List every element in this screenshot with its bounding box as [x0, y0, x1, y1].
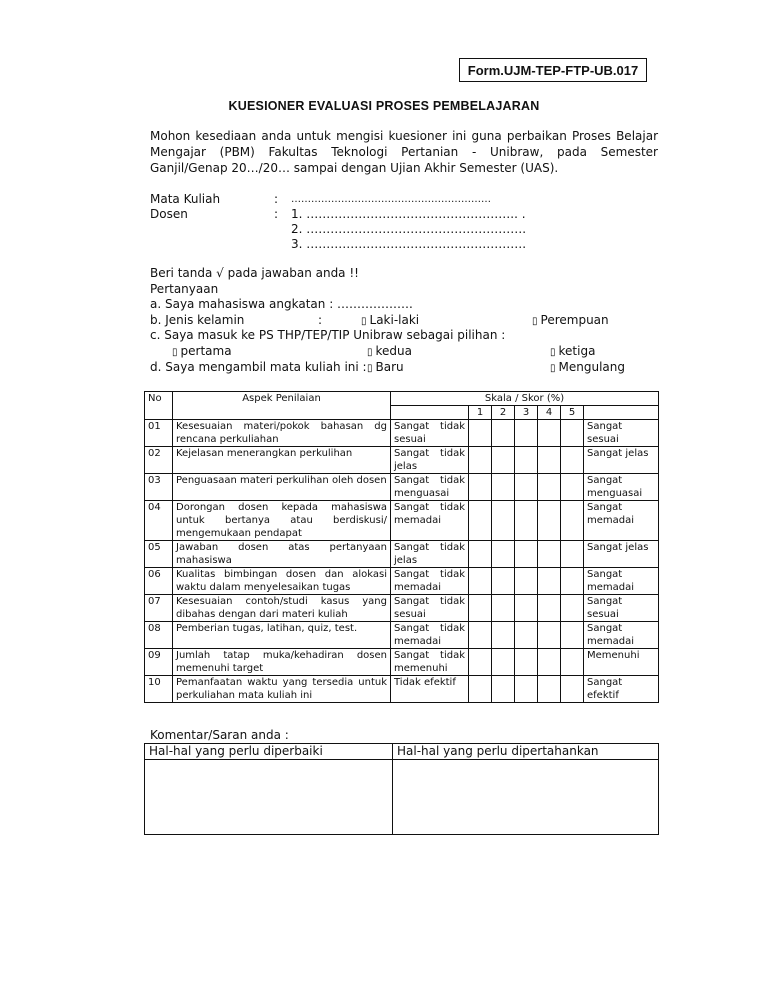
table-row [145, 568, 659, 595]
dosen-colon: : [274, 207, 279, 221]
score-cell-4[interactable] [538, 541, 561, 568]
score-cell-1[interactable] [469, 447, 492, 474]
row-low-anchor: Sangat tidak sesuai [391, 420, 469, 447]
score-cell-4[interactable] [538, 501, 561, 541]
score-cell-5[interactable] [561, 447, 584, 474]
score-cell-5[interactable] [561, 622, 584, 649]
mata-kuliah-field[interactable]: …………………………………………………… [291, 194, 491, 205]
table-row [145, 474, 659, 501]
question-d: d. Saya mengambil mata kuliah ini : [150, 360, 367, 374]
dosen-field-2[interactable]: 2. ………………………………………………. [291, 222, 527, 236]
table-row [145, 541, 659, 568]
score-cell-4[interactable] [538, 676, 561, 703]
row-number: 03 [145, 474, 173, 501]
checkbox-icon[interactable]: ▯ [550, 363, 556, 374]
score-cell-5[interactable] [561, 568, 584, 595]
score-cell-2[interactable] [492, 595, 515, 622]
score-cell-3[interactable] [515, 676, 538, 703]
score-cell-4[interactable] [538, 595, 561, 622]
row-number: 02 [145, 447, 173, 474]
score-cell-4[interactable] [538, 649, 561, 676]
score-cell-2[interactable] [492, 420, 515, 447]
row-high-anchor: Sangat sesuai [584, 420, 659, 447]
table-row [145, 622, 659, 649]
scale-1: 1 [469, 406, 492, 420]
question-a[interactable]: a. Saya mahasiswa angkatan : ………………. [150, 297, 413, 311]
row-low-anchor: Sangat tidak sesuai [391, 595, 469, 622]
row-aspek: Kesesuaian materi/pokok bahasan dg rencana perkuliahan [173, 420, 391, 447]
score-cell-2[interactable] [492, 501, 515, 541]
row-number: 04 [145, 501, 173, 541]
row-aspek: Jawaban dosen atas pertanyaan mahasiswa [173, 541, 391, 568]
score-cell-3[interactable] [515, 541, 538, 568]
score-cell-3[interactable] [515, 568, 538, 595]
row-number: 05 [145, 541, 173, 568]
scale-5: 5 [561, 406, 584, 420]
table-row [145, 676, 659, 703]
row-number: 08 [145, 622, 173, 649]
score-cell-1[interactable] [469, 474, 492, 501]
row-high-anchor: Sangat memadai [584, 568, 659, 595]
komentar-header-row [145, 744, 659, 760]
row-number: 09 [145, 649, 173, 676]
score-cell-2[interactable] [492, 622, 515, 649]
score-cell-5[interactable] [561, 501, 584, 541]
score-cell-3[interactable] [515, 447, 538, 474]
header-aspek: Aspek Penilaian [173, 392, 391, 420]
row-low-anchor: Sangat tidak jelas [391, 541, 469, 568]
row-high-anchor: Sangat menguasai [584, 474, 659, 501]
komentar-table [144, 743, 659, 835]
score-cell-5[interactable] [561, 541, 584, 568]
score-cell-2[interactable] [492, 676, 515, 703]
score-cell-5[interactable] [561, 474, 584, 501]
row-low-anchor: Sangat tidak memadai [391, 568, 469, 595]
score-cell-2[interactable] [492, 447, 515, 474]
score-cell-1[interactable] [469, 649, 492, 676]
checkbox-icon[interactable]: ▯ [367, 347, 373, 358]
score-cell-2[interactable] [492, 474, 515, 501]
scale-4: 4 [538, 406, 561, 420]
score-cell-2[interactable] [492, 568, 515, 595]
row-high-anchor: Sangat memadai [584, 622, 659, 649]
table-row [145, 447, 659, 474]
row-high-anchor: Sangat memadai [584, 501, 659, 541]
table-row [145, 595, 659, 622]
checkbox-icon[interactable]: ▯ [532, 316, 538, 327]
row-aspek: Dorongan dosen kepada mahasiswa untuk bertanya atau berdiskusi/ mengemukaan pendapat [173, 501, 391, 541]
row-aspek: Jumlah tatap muka/kehadiran dosen memenuhi target [173, 649, 391, 676]
row-number: 06 [145, 568, 173, 595]
row-high-anchor: Sangat jelas [584, 541, 659, 568]
komentar-input-diperbaiki[interactable] [145, 760, 393, 835]
header-skala: Skala / Skor (%) [391, 392, 659, 406]
row-low-anchor: Tidak efektif [391, 676, 469, 703]
score-cell-3[interactable] [515, 501, 538, 541]
document-title: KUESIONER EVALUASI PROSES PEMBELAJARAN [228, 99, 540, 113]
score-cell-3[interactable] [515, 474, 538, 501]
option-ketiga[interactable]: ▯ ketiga [550, 344, 595, 361]
tick-instruction: Beri tanda √ pada jawaban anda !! [150, 266, 359, 280]
scale-2: 2 [492, 406, 515, 420]
row-low-anchor: Sangat tidak memadai [391, 622, 469, 649]
score-cell-1[interactable] [469, 420, 492, 447]
komentar-input-dipertahankan[interactable] [393, 760, 659, 835]
score-cell-1[interactable] [469, 541, 492, 568]
table-header-row [145, 392, 659, 406]
row-low-anchor: Sangat tidak menguasai [391, 474, 469, 501]
row-high-anchor: Memenuhi [584, 649, 659, 676]
score-cell-3[interactable] [515, 622, 538, 649]
mata-kuliah-colon: : [274, 192, 279, 206]
question-b-label: b. Jenis kelamin [150, 313, 245, 327]
score-cell-5[interactable] [561, 595, 584, 622]
komentar-input-row [145, 760, 659, 835]
table-row [145, 420, 659, 447]
intro-paragraph: Mohon kesediaan anda untuk mengisi kuesioner ini guna perbaikan Proses Belajar Mengajar (PBM) Fakultas Teknologi Pertanian - Unibraw, pada Semester Ganjil/Genap 20…/20… sampai dengan Ujian Akhir Semester (UAS). [150, 129, 658, 175]
option-baru[interactable]: ▯ Baru [367, 360, 404, 377]
row-aspek: Kesesuaian contoh/studi kasus yang dibahas dengan dari materi kuliah [173, 595, 391, 622]
checkbox-icon[interactable]: ▯ [172, 347, 178, 358]
mata-kuliah-label: Mata Kuliah [150, 192, 221, 206]
score-cell-1[interactable] [469, 676, 492, 703]
form-code: Form.UJM-TEP-FTP-UB.017 [467, 62, 639, 78]
score-cell-1[interactable] [469, 622, 492, 649]
row-high-anchor: Sangat efektif [584, 676, 659, 703]
table-row [145, 649, 659, 676]
row-high-anchor: Sangat sesuai [584, 595, 659, 622]
komentar-label: Komentar/Saran anda : [150, 728, 289, 742]
question-c: c. Saya masuk ke PS THP/TEP/TIP Unibraw sebagai pilihan : [150, 328, 506, 342]
checkbox-icon[interactable]: ▯ [361, 316, 367, 327]
option-mengulang[interactable]: ▯ Mengulang [550, 360, 625, 377]
row-aspek: Kejelasan menerangkan perkulihan [173, 447, 391, 474]
komentar-col-diperbaiki: Hal-hal yang perlu diperbaiki [145, 744, 393, 760]
score-cell-1[interactable] [469, 501, 492, 541]
checkbox-icon[interactable]: ▯ [550, 347, 556, 358]
row-number: 10 [145, 676, 173, 703]
score-cell-3[interactable] [515, 595, 538, 622]
header-no: No [145, 392, 173, 420]
evaluation-table [144, 391, 659, 703]
row-low-anchor: Sangat tidak jelas [391, 447, 469, 474]
row-high-anchor: Sangat jelas [584, 447, 659, 474]
header-scale-spacer [391, 406, 469, 420]
row-low-anchor: Sangat tidak memenuhi [391, 649, 469, 676]
row-low-anchor: Sangat tidak memadai [391, 501, 469, 541]
score-cell-3[interactable] [515, 649, 538, 676]
scale-3: 3 [515, 406, 538, 420]
score-cell-4[interactable] [538, 568, 561, 595]
option-kedua[interactable]: ▯ kedua [367, 344, 412, 361]
score-cell-2[interactable] [492, 541, 515, 568]
option-pertama[interactable]: ▯ pertama [172, 344, 232, 361]
row-aspek: Pemberian tugas, latihan, quiz, test. [173, 622, 391, 649]
score-cell-4[interactable] [538, 447, 561, 474]
row-aspek: Penguasaan materi perkulihan oleh dosen [173, 474, 391, 501]
score-cell-1[interactable] [469, 595, 492, 622]
score-cell-5[interactable] [561, 420, 584, 447]
header-scale-spacer [584, 406, 659, 420]
score-cell-4[interactable] [538, 474, 561, 501]
question-b-colon: : [318, 313, 323, 327]
score-cell-2[interactable] [492, 649, 515, 676]
score-cell-1[interactable] [469, 568, 492, 595]
score-cell-4[interactable] [538, 622, 561, 649]
row-aspek: Pemanfaatan waktu yang tersedia untuk perkuliahan mata kuliah ini [173, 676, 391, 703]
row-number: 07 [145, 595, 173, 622]
option-laki-laki[interactable]: ▯ Laki-laki [361, 313, 419, 330]
row-number: 01 [145, 420, 173, 447]
dosen-label: Dosen [150, 207, 188, 221]
dosen-field-1[interactable]: 1. …………………………………………….. . [291, 207, 526, 221]
row-aspek: Kualitas bimbingan dosen dan alokasi waktu dalam menyelesaikan tugas [173, 568, 391, 595]
pertanyaan-heading: Pertanyaan [150, 282, 219, 296]
score-cell-3[interactable] [515, 420, 538, 447]
dosen-field-3[interactable]: 3. ………………………………………………. [291, 237, 527, 251]
score-cell-4[interactable] [538, 420, 561, 447]
score-cell-5[interactable] [561, 676, 584, 703]
table-row [145, 501, 659, 541]
score-cell-5[interactable] [561, 649, 584, 676]
checkbox-icon[interactable]: ▯ [367, 363, 373, 374]
form-code-box [459, 58, 647, 82]
komentar-col-dipertahankan: Hal-hal yang perlu dipertahankan [393, 744, 659, 760]
option-perempuan[interactable]: ▯ Perempuan [532, 313, 609, 330]
